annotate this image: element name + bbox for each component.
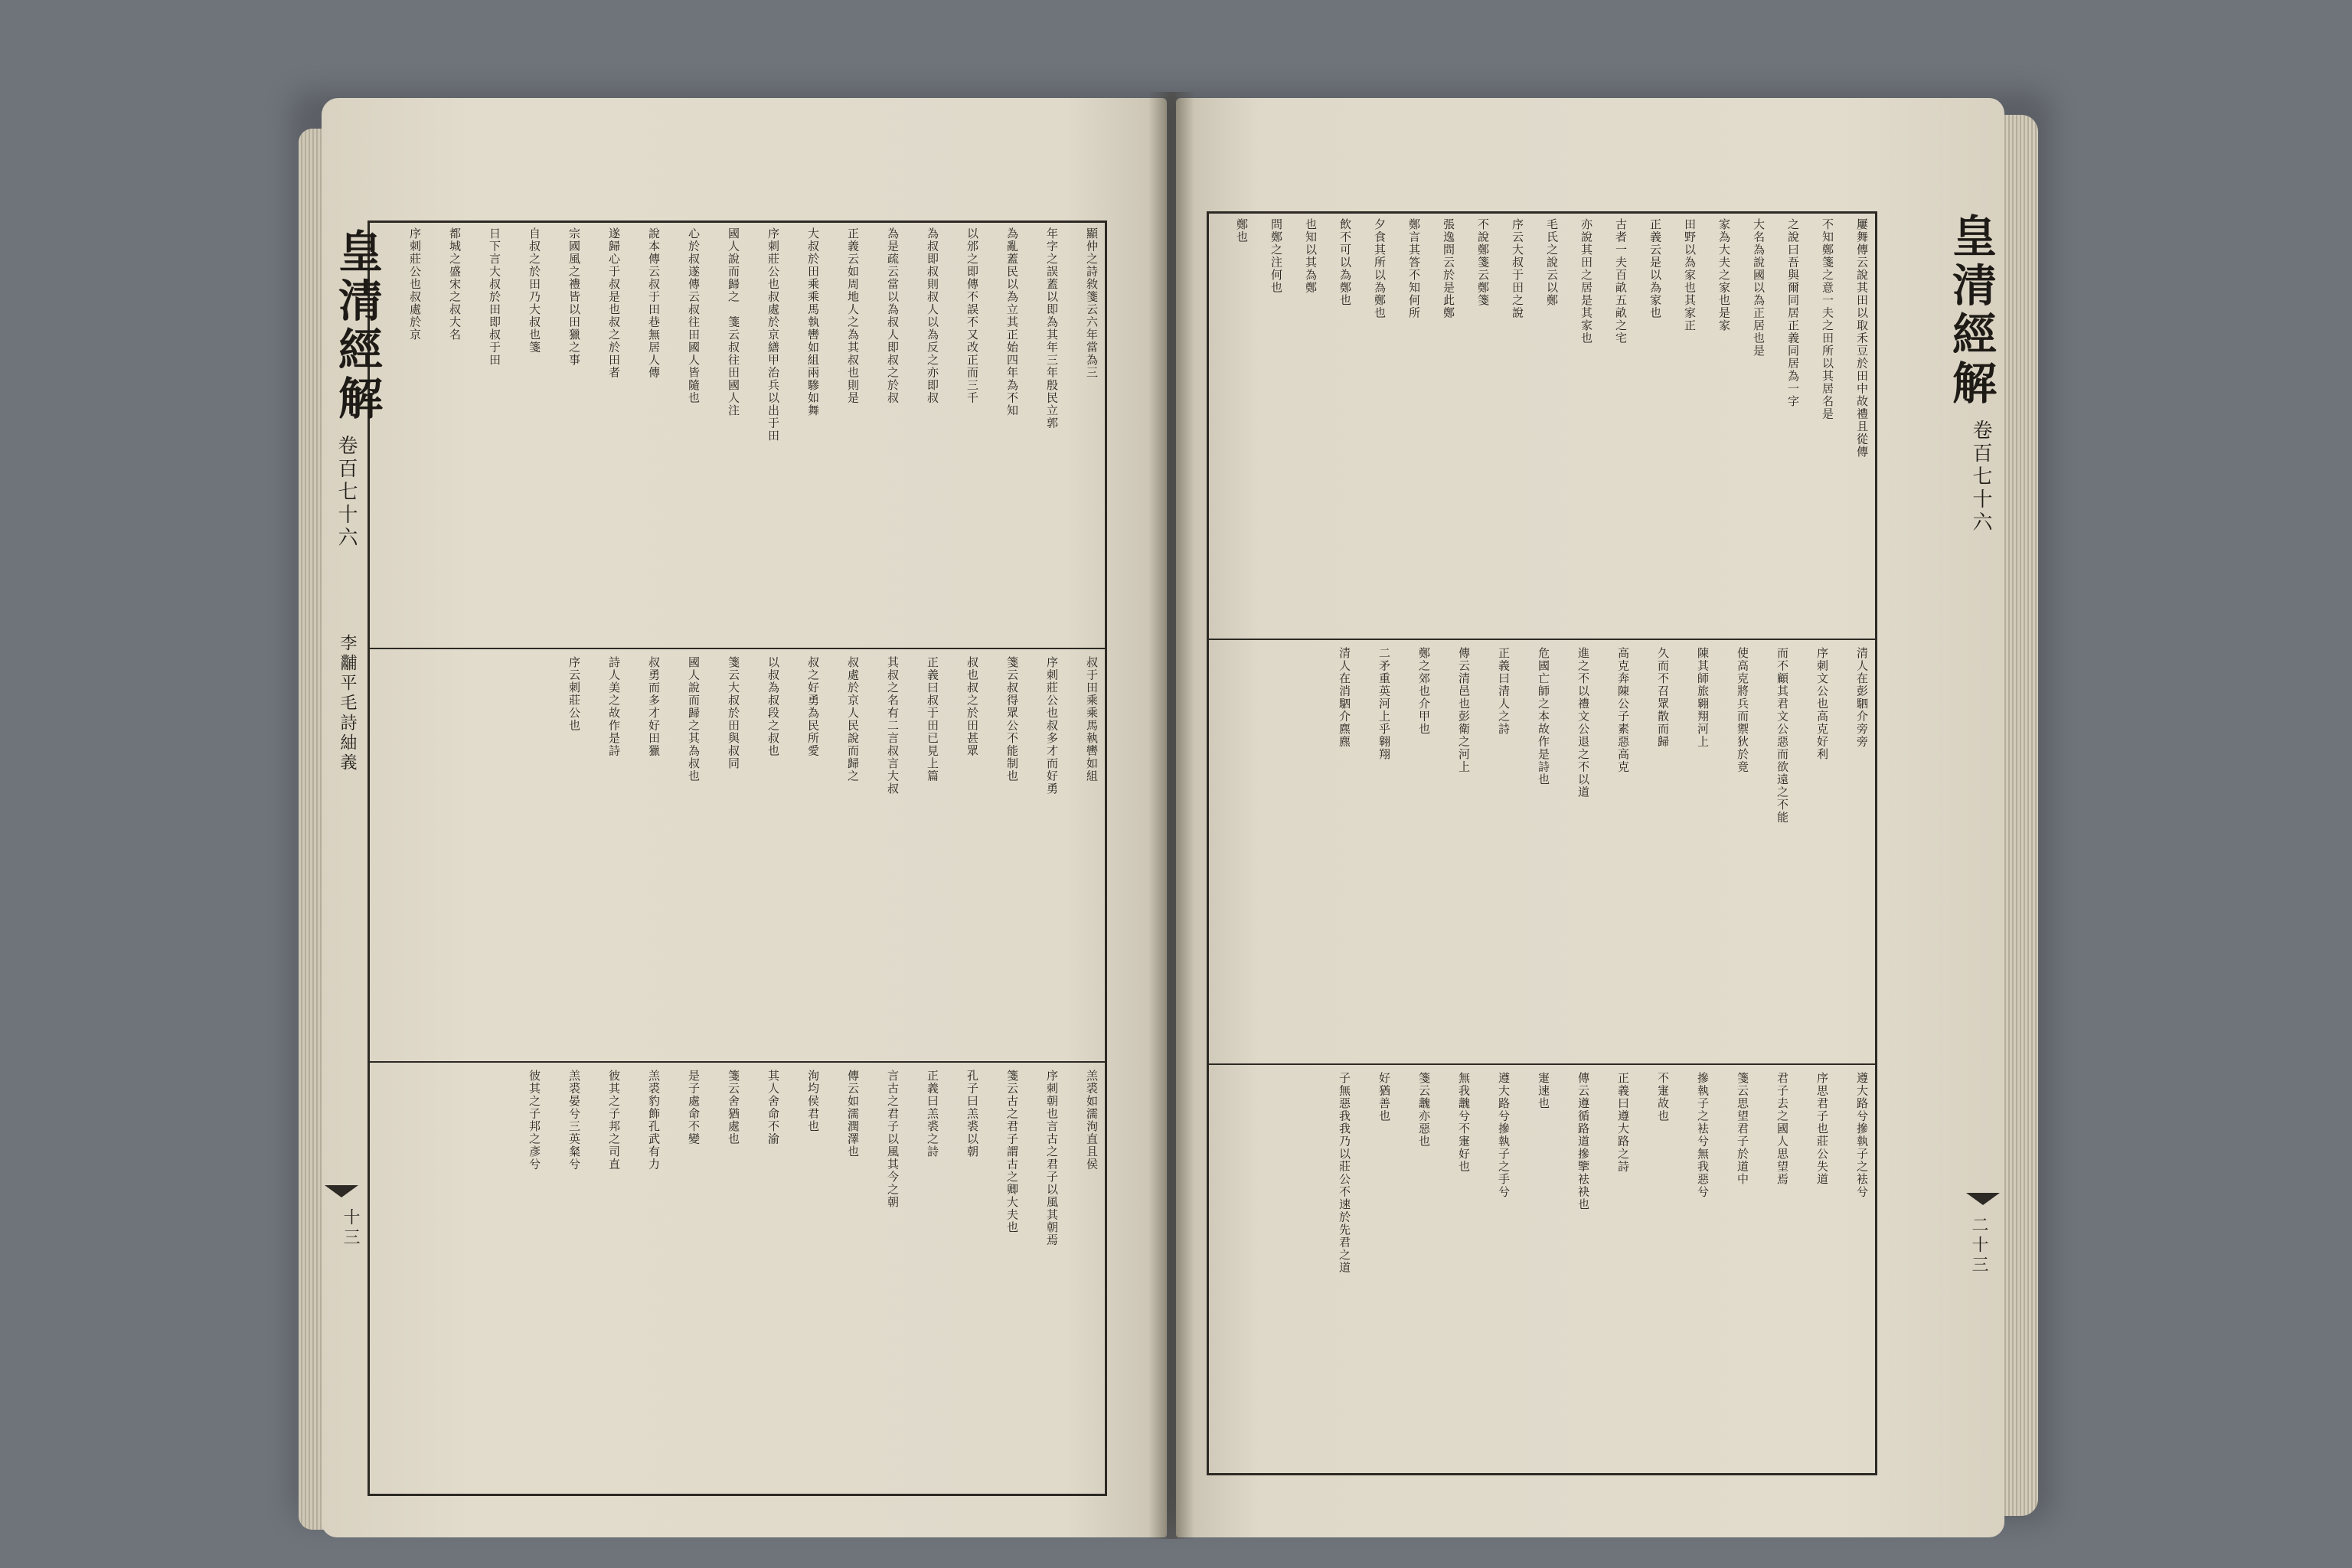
text-column: 清人在彭駟介旁旁 xyxy=(1855,647,1869,748)
text-column: 叔于田乘乘馬執轡如組 xyxy=(1085,656,1099,782)
left-divider-upper xyxy=(370,648,1105,649)
text-column: 君子去之國人思望焉 xyxy=(1775,1072,1789,1186)
text-column: 箋云舍猶處也 xyxy=(727,1070,740,1145)
text-column: 正義云是以為家也 xyxy=(1648,218,1662,319)
right-volume-label: 卷百七十六 xyxy=(1969,420,1992,534)
text-column: 傳云如濡潤澤也 xyxy=(846,1070,860,1158)
text-column: 鄭之郊也介甲也 xyxy=(1417,647,1431,736)
text-column: 無我魗兮不寁好也 xyxy=(1457,1072,1471,1173)
left-fishtail-mark xyxy=(325,1185,358,1197)
text-column: 正義曰羔裘之詩 xyxy=(926,1070,939,1158)
right-folio-number: 二十三 xyxy=(1969,1216,1988,1276)
left-folio-number: 十三 xyxy=(341,1208,360,1248)
text-column: 屢舞傳云說其田以取禾豆於田中故禮且從傳 xyxy=(1855,218,1869,459)
text-column: 宗國風之禮皆以田獵之事 xyxy=(567,227,581,367)
text-column: 毛氏之說云以鄭 xyxy=(1545,218,1559,307)
text-column: 之說曰吾與爾同居正義同居為一字 xyxy=(1786,218,1800,408)
text-column: 詩人美之故作是詩 xyxy=(607,656,621,757)
text-column: 為叔即叔則叔人以為反之亦即叔 xyxy=(926,227,939,404)
text-column: 序刺莊公也叔處於京繕甲治兵以出于田 xyxy=(766,227,780,443)
text-column: 彼其之子邦之司直 xyxy=(607,1070,621,1171)
text-column: 遵大路兮摻執子之袪兮 xyxy=(1855,1072,1869,1198)
text-column: 鄭也 xyxy=(1235,218,1249,243)
left-page xyxy=(322,98,1167,1537)
text-column: 羔裘豹飾孔武有力 xyxy=(647,1070,661,1171)
text-column: 羔裘晏兮三英粲兮 xyxy=(567,1070,581,1171)
text-column: 自叔之於田乃大叔也箋 xyxy=(528,227,541,354)
text-column: 正義曰叔于田已見上篇 xyxy=(926,656,939,782)
text-column: 為是疏云當以為叔人即叔之於叔 xyxy=(886,227,900,404)
text-column: 清人在消駟介麃麃 xyxy=(1338,647,1351,748)
text-column: 正義曰清人之詩 xyxy=(1497,647,1511,736)
text-column: 言古之君子以風其今之朝 xyxy=(886,1070,900,1209)
text-column: 箋云古之君子謂古之卿大夫也 xyxy=(1005,1070,1019,1234)
text-column: 以邠之即傳不誤不又改正而三千 xyxy=(965,227,979,404)
text-column: 正義曰遵大路之詩 xyxy=(1616,1072,1630,1173)
text-column: 彼其之子邦之彥兮 xyxy=(528,1070,541,1171)
text-column: 摻執子之袪兮無我惡兮 xyxy=(1696,1072,1710,1198)
text-column: 羔裘如濡洵直且侯 xyxy=(1085,1070,1099,1171)
text-column: 其叔之名有二言叔言大叔 xyxy=(886,656,900,795)
text-column: 不寁故也 xyxy=(1656,1072,1670,1122)
text-column: 是子處命不變 xyxy=(687,1070,701,1145)
text-column: 序刺朝也言古之君子以風其朝焉 xyxy=(1045,1070,1059,1246)
right-top-columns xyxy=(1214,218,1869,632)
text-column: 序思君子也莊公失道 xyxy=(1815,1072,1829,1186)
text-column: 張逸問云於是此鄭 xyxy=(1442,218,1455,319)
left-middle-columns xyxy=(541,656,1099,1056)
right-bottom-columns xyxy=(1312,1072,1869,1466)
text-column: 而不顧其君文公惡而欲遠之不能 xyxy=(1775,647,1789,824)
text-column: 日下言大叔於田即叔于田 xyxy=(488,227,501,367)
left-top-columns xyxy=(382,227,1099,641)
right-fishtail-mark xyxy=(1966,1193,2000,1205)
text-column: 箋云叔得眾公不能制也 xyxy=(1005,656,1019,782)
text-column: 傳云清邑也彭衛之河上 xyxy=(1457,647,1471,773)
text-column: 進之不以禮文公退之不以道 xyxy=(1576,647,1590,799)
text-column: 久而不召眾散而歸 xyxy=(1656,647,1670,748)
text-column: 序云刺莊公也 xyxy=(567,656,581,732)
text-column: 序刺莊公也叔多才而好勇 xyxy=(1045,656,1059,795)
text-column: 好猶善也 xyxy=(1377,1072,1391,1122)
text-column: 孔子曰羔裘以朝 xyxy=(965,1070,979,1158)
text-column: 陳其師旅翱翔河上 xyxy=(1696,647,1710,748)
text-column: 國人說而歸之 箋云叔往田國人注 xyxy=(727,227,740,417)
text-column: 使高克將兵而禦狄於竟 xyxy=(1736,647,1749,773)
text-column: 以叔為叔段之叔也 xyxy=(766,656,780,757)
text-column: 叔之好勇為民所愛 xyxy=(806,656,820,757)
text-column: 寁速也 xyxy=(1537,1072,1550,1110)
text-column: 家為大夫之家也是家 xyxy=(1717,218,1731,332)
text-column: 危國亡師之本故作是詩也 xyxy=(1537,647,1550,786)
text-column: 叔處於京人民說而歸之 xyxy=(846,656,860,782)
left-divider-lower xyxy=(370,1061,1105,1063)
text-column: 古者一夫百畝五畝之宅 xyxy=(1614,218,1628,345)
text-column: 為亂蓋民以為立其正始四年為不知 xyxy=(1005,227,1019,417)
text-column: 序云大叔于田之說 xyxy=(1511,218,1524,319)
right-text-frame xyxy=(1207,211,1877,1475)
right-middle-columns xyxy=(1312,647,1869,1057)
left-text-frame xyxy=(368,220,1107,1496)
text-column: 遵大路兮摻執子之手兮 xyxy=(1497,1072,1511,1198)
text-column: 叔也叔之於田甚眾 xyxy=(965,656,979,757)
right-divider-upper xyxy=(1209,639,1875,640)
text-column: 不說鄭箋云鄭箋 xyxy=(1476,218,1490,307)
text-column: 箋云大叔於田與叔同 xyxy=(727,656,740,770)
text-column: 夕食其所以為鄭也 xyxy=(1373,218,1387,319)
text-column: 不知鄭箋之意一夫之田所以其居名是 xyxy=(1821,218,1834,420)
text-column: 其人舍命不渝 xyxy=(766,1070,780,1145)
center-gutter xyxy=(1148,92,1194,1539)
text-column: 遂歸心于叔是也叔之於田者 xyxy=(607,227,621,379)
left-author-line: 李黼平毛詩紬義 xyxy=(338,634,357,773)
text-column: 序刺文公也高克好利 xyxy=(1815,647,1829,761)
text-column: 鄭言其答不知何所 xyxy=(1407,218,1421,319)
text-column: 高克奔陳公子素惡高克 xyxy=(1616,647,1630,773)
text-column: 二矛重英河上乎翱翔 xyxy=(1377,647,1391,761)
text-column: 大叔於田乘乘馬執轡如組兩驂如舞 xyxy=(806,227,820,417)
text-column: 大名為說國以為正居也是 xyxy=(1752,218,1766,358)
left-bottom-columns xyxy=(501,1070,1099,1483)
text-column: 都城之盛宋之叔大名 xyxy=(448,227,462,341)
right-spine-title: 皇清經解 xyxy=(1945,213,1997,409)
text-column: 飲不可以為鄭也 xyxy=(1338,218,1352,307)
text-column: 國人說而歸之其為叔也 xyxy=(687,656,701,782)
text-column: 洵均侯君也 xyxy=(806,1070,820,1133)
text-column: 子無惡我我乃以莊公不速於先君之道 xyxy=(1338,1072,1351,1274)
right-divider-lower xyxy=(1209,1063,1875,1065)
text-column: 正義云如周地人之為其叔也則是 xyxy=(846,227,860,404)
text-column: 田野以為家也其家正 xyxy=(1683,218,1697,332)
text-column: 序刺莊公也叔處於京 xyxy=(408,227,422,341)
left-spine-title: 皇清經解 xyxy=(331,228,383,424)
text-column: 傳云遵循路道摻擥袪袂也 xyxy=(1576,1072,1590,1211)
text-column: 也知以其為鄭 xyxy=(1304,218,1318,294)
text-column: 問鄭之注何也 xyxy=(1269,218,1283,294)
left-volume-label: 卷百七十六 xyxy=(335,435,358,550)
right-page xyxy=(1176,98,2004,1537)
text-column: 顯仲之詩敘箋云六年當為三 xyxy=(1085,227,1099,379)
text-column: 亦說其田之居是其家也 xyxy=(1579,218,1593,345)
text-column: 箋云思望君子於道中 xyxy=(1736,1072,1749,1186)
text-column: 說本傳云叔于田巷無居人傳 xyxy=(647,227,661,379)
text-column: 叔勇而多才好田獵 xyxy=(647,656,661,757)
text-column: 心於叔遂傳云叔往田國人皆隨也 xyxy=(687,227,701,404)
text-column: 年字之誤蓋以即為其年三年殷民立郭 xyxy=(1045,227,1059,430)
text-column: 箋云魗亦惡也 xyxy=(1417,1072,1431,1148)
